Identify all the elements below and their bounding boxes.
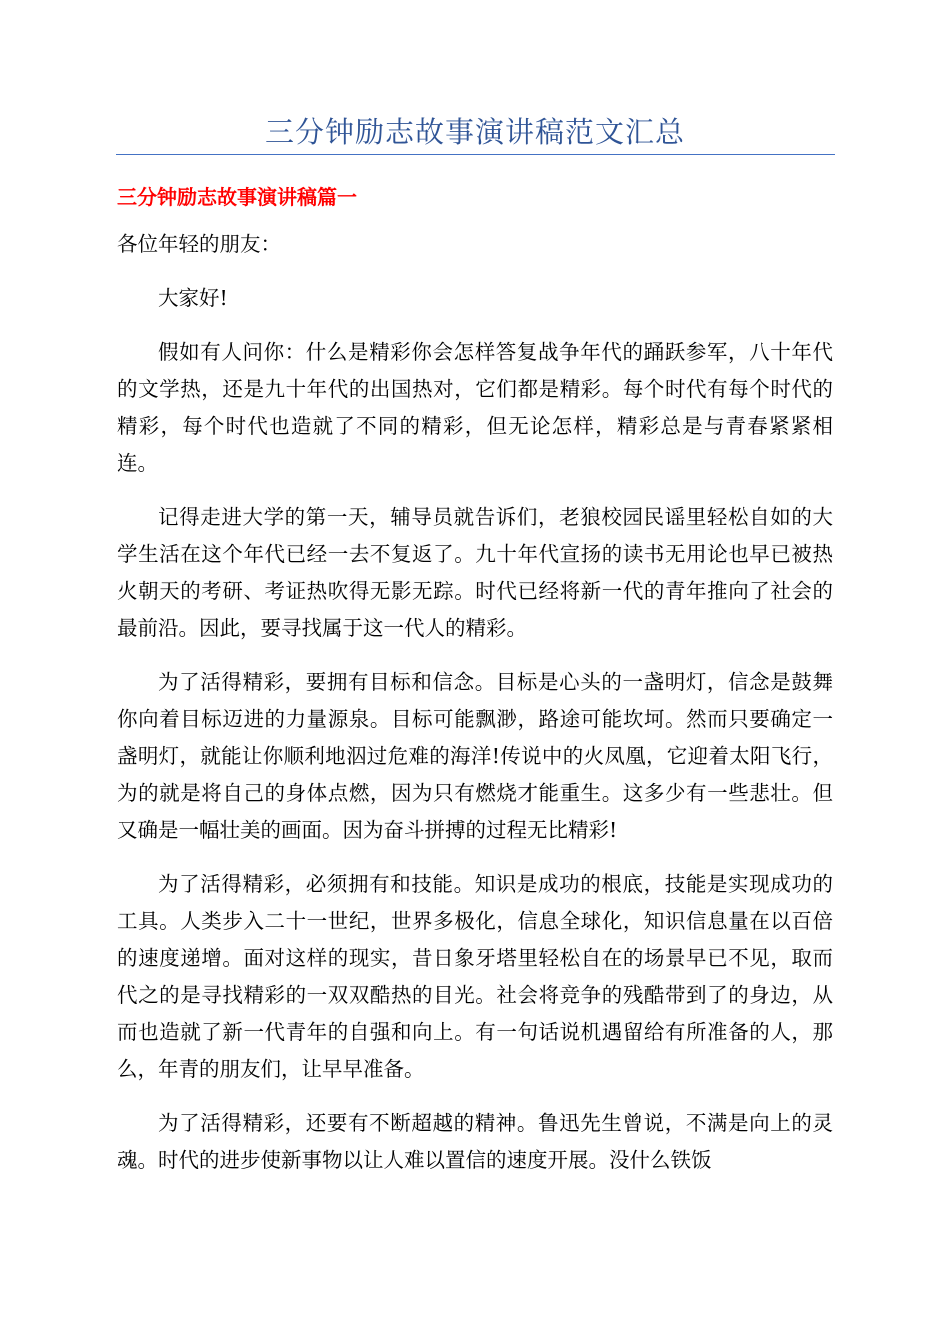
body-paragraph: 为了活得精彩，必须拥有和技能。知识是成功的根底，技能是实现成功的工具。人类步入二十一世纪，世界多极化，信息全球化，知识信息量在以百倍的速度递增。面对这样的现实，昔日象牙塔里轻松自在的场景早已不见，取而代之的是寻找精彩的一双双酷热的目光。社会将竞争的残酷带到了的身边，从而也造就了新一代青年的自强和向上。有一句话说机遇留给有所准备的人，那么，年青的朋友们，让早早准备。 (117, 872, 833, 1081)
document-title: 三分钟励志故事演讲稿范文汇总 (264, 115, 685, 149)
section-heading: 三分钟励志故事演讲稿篇一 (117, 185, 357, 209)
greeting-paragraph: 大家好! (158, 286, 228, 310)
body-paragraph: 记得走进大学的第一天，辅导员就告诉们，老狼校园民谣里轻松自如的大学生活在这个年代已经一去不复返了。九十年代宣扬的读书无用论也早已被热火朝天的考研、考证热吹得无影无踪。时代已经将新一代的青年推向了社会的最前沿。因此，要寻找属于这一代人的精彩。 (117, 505, 833, 640)
body-paragraph: 为了活得精彩，要拥有目标和信念。目标是心头的一盏明灯，信念是鼓舞你向着目标迈进的力量源泉。目标可能飘渺，路途可能坎坷。然而只要确定一盏明灯，就能让你顺利地泅过危难的海洋!传说中的火凤凰，它迎着太阳飞行，为的就是将自己的身体点燃，因为只有燃烧才能重生。这多少有一些悲壮。但又确是一幅壮美的画面。因为奋斗拼搏的过程无比精彩! (117, 670, 833, 842)
salutation-paragraph: 各位年轻的朋友： (117, 232, 281, 256)
title-underline (116, 154, 835, 155)
body-paragraph: 为了活得精彩，还要有不断超越的精神。鲁迅先生曾说，不满是向上的灵魂。时代的进步使新事物以让人难以置信的速度开展。没什么铁饭 (117, 1111, 833, 1172)
document-body (117, 226, 833, 1196)
body-paragraph: 假如有人问你：什么是精彩你会怎样答复战争年代的踊跃参军，八十年代的文学热，还是九十年代的出国热对，它们都是精彩。每个时代有每个时代的精彩，每个时代也造就了不同的精彩，但无论怎样，精彩总是与青春紧紧相连。 (117, 340, 833, 475)
